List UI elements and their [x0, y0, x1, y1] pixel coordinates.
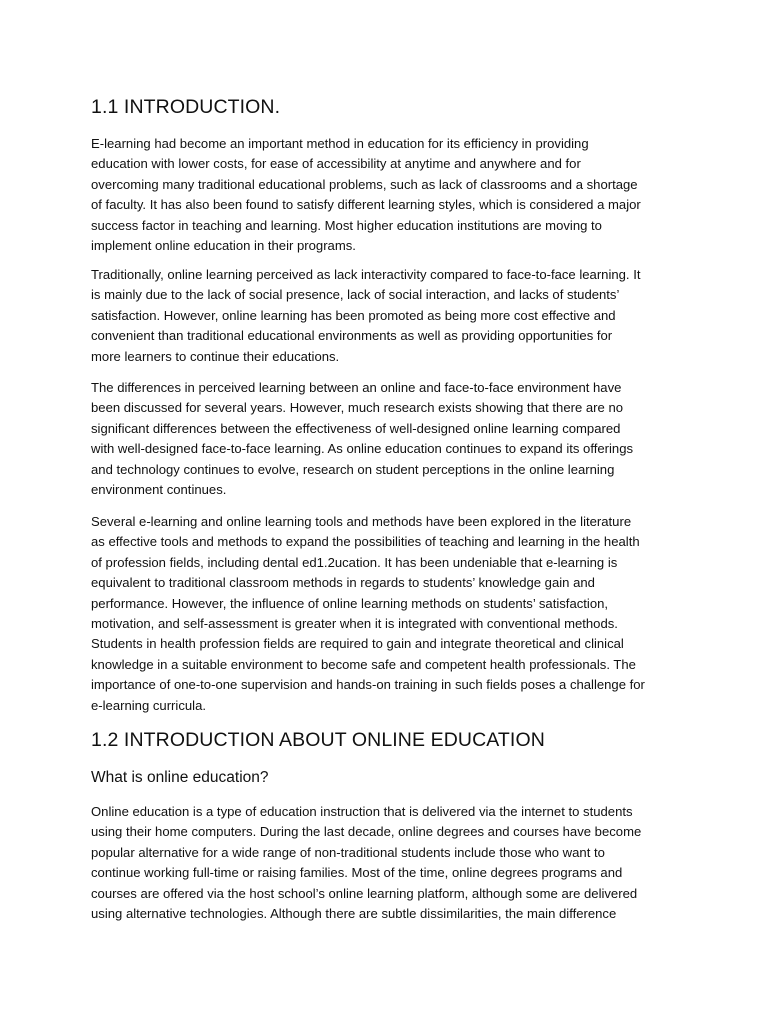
text-line: is mainly due to the lack of social presence, lack of social interaction, and lacks of students’ [91, 287, 620, 303]
paragraph-traditional-online [91, 265, 691, 367]
text-line: E-learning had become an important method in education for its efficiency in providing [91, 136, 589, 151]
text-line: education with lower costs, for ease of accessibility at anytime and anywhere and for [91, 156, 581, 172]
text-line: Traditionally, online learning perceived as lack interactivity compared to face-to-face learning. It [91, 267, 641, 282]
subheading-what-is-online-education: What is online education? [91, 769, 269, 786]
text-line: with well-designed face-to-face learning. As online education continues to expand its offerings [91, 441, 634, 457]
text-line: e-learning curricula. [91, 697, 206, 713]
text-line: courses are offered via the host school’s online learning platform, although some are delivered [91, 885, 638, 901]
text-line: of profession fields, including dental ed1.2ucation. It has been undeniable that e-learning is [91, 554, 618, 570]
text-line: satisfaction. However, online learning has been promoted as being more cost effective and [91, 307, 616, 323]
section-heading-introduction: 1.1 INTRODUCTION. [91, 96, 281, 118]
text-line: popular alternative for a wide range of non-traditional students include those who want to [91, 844, 605, 860]
text-line: of faculty. It has also been found to satisfy different learning styles, which is considered a major [91, 197, 641, 213]
paragraph-online-education-definition [91, 802, 691, 924]
text-line: more learners to continue their educations. [91, 348, 340, 364]
section-heading-online-education: 1.2 INTRODUCTION ABOUT ONLINE EDUCATION [91, 729, 545, 751]
text-line: as effective tools and methods to expand the possibilities of teaching and learning in the health [91, 534, 640, 550]
text-line: motivation, and self-assessment is greater when it is integrated with conventional methods. [91, 616, 618, 632]
text-line: implement online education in their programs. [91, 238, 356, 254]
text-line: significant differences between the effectiveness of well-designed online learning compared [91, 420, 621, 436]
text-line: importance of one-to-one supervision and hands-on training in such fields poses a challenge for [91, 677, 645, 693]
text-line: knowledge in a suitable environment to become safe and competent health professionals. The [91, 656, 636, 672]
text-line: environment continues. [91, 482, 227, 498]
text-line: convenient than traditional educational environments as well as providing opportunities for [91, 328, 613, 344]
text-line: Several e-learning and online learning tools and methods have been explored in the literature [91, 514, 632, 529]
text-line: equivalent to traditional classroom methods in regards to students’ knowledge gain and [91, 575, 595, 591]
paragraph-elearning-intro [91, 134, 691, 256]
text-line: success factor in teaching and learning. Most higher education institutions are moving to [91, 217, 602, 233]
text-line: performance. However, the influence of online learning methods on students’ satisfaction, [91, 595, 609, 611]
text-line: Students in health profession fields are required to gain and integrate theoretical and clinical [91, 636, 624, 652]
text-line: using their home computers. During the last decade, online degrees and courses have become [91, 824, 642, 840]
text-line: continue working full-time or raising families. Most of the time, online degrees programs and [91, 865, 623, 881]
text-line: overcoming many traditional educational problems, such as lack of classrooms and a shortage [91, 176, 638, 192]
text-line: Online education is a type of education instruction that is delivered via the internet to students [91, 804, 633, 819]
text-line: been discussed for several years. However, much research exists showing that there are no [91, 400, 624, 416]
paragraph-tools-methods [91, 512, 691, 716]
text-line: and technology continues to evolve, research on student perceptions in the online learning [91, 461, 615, 477]
text-line: using alternative technologies. Although there are subtle dissimilarities, the main difference [91, 906, 617, 922]
text-line: The differences in perceived learning between an online and face-to-face environment have [91, 380, 622, 395]
paragraph-perceived-learning [91, 378, 691, 500]
